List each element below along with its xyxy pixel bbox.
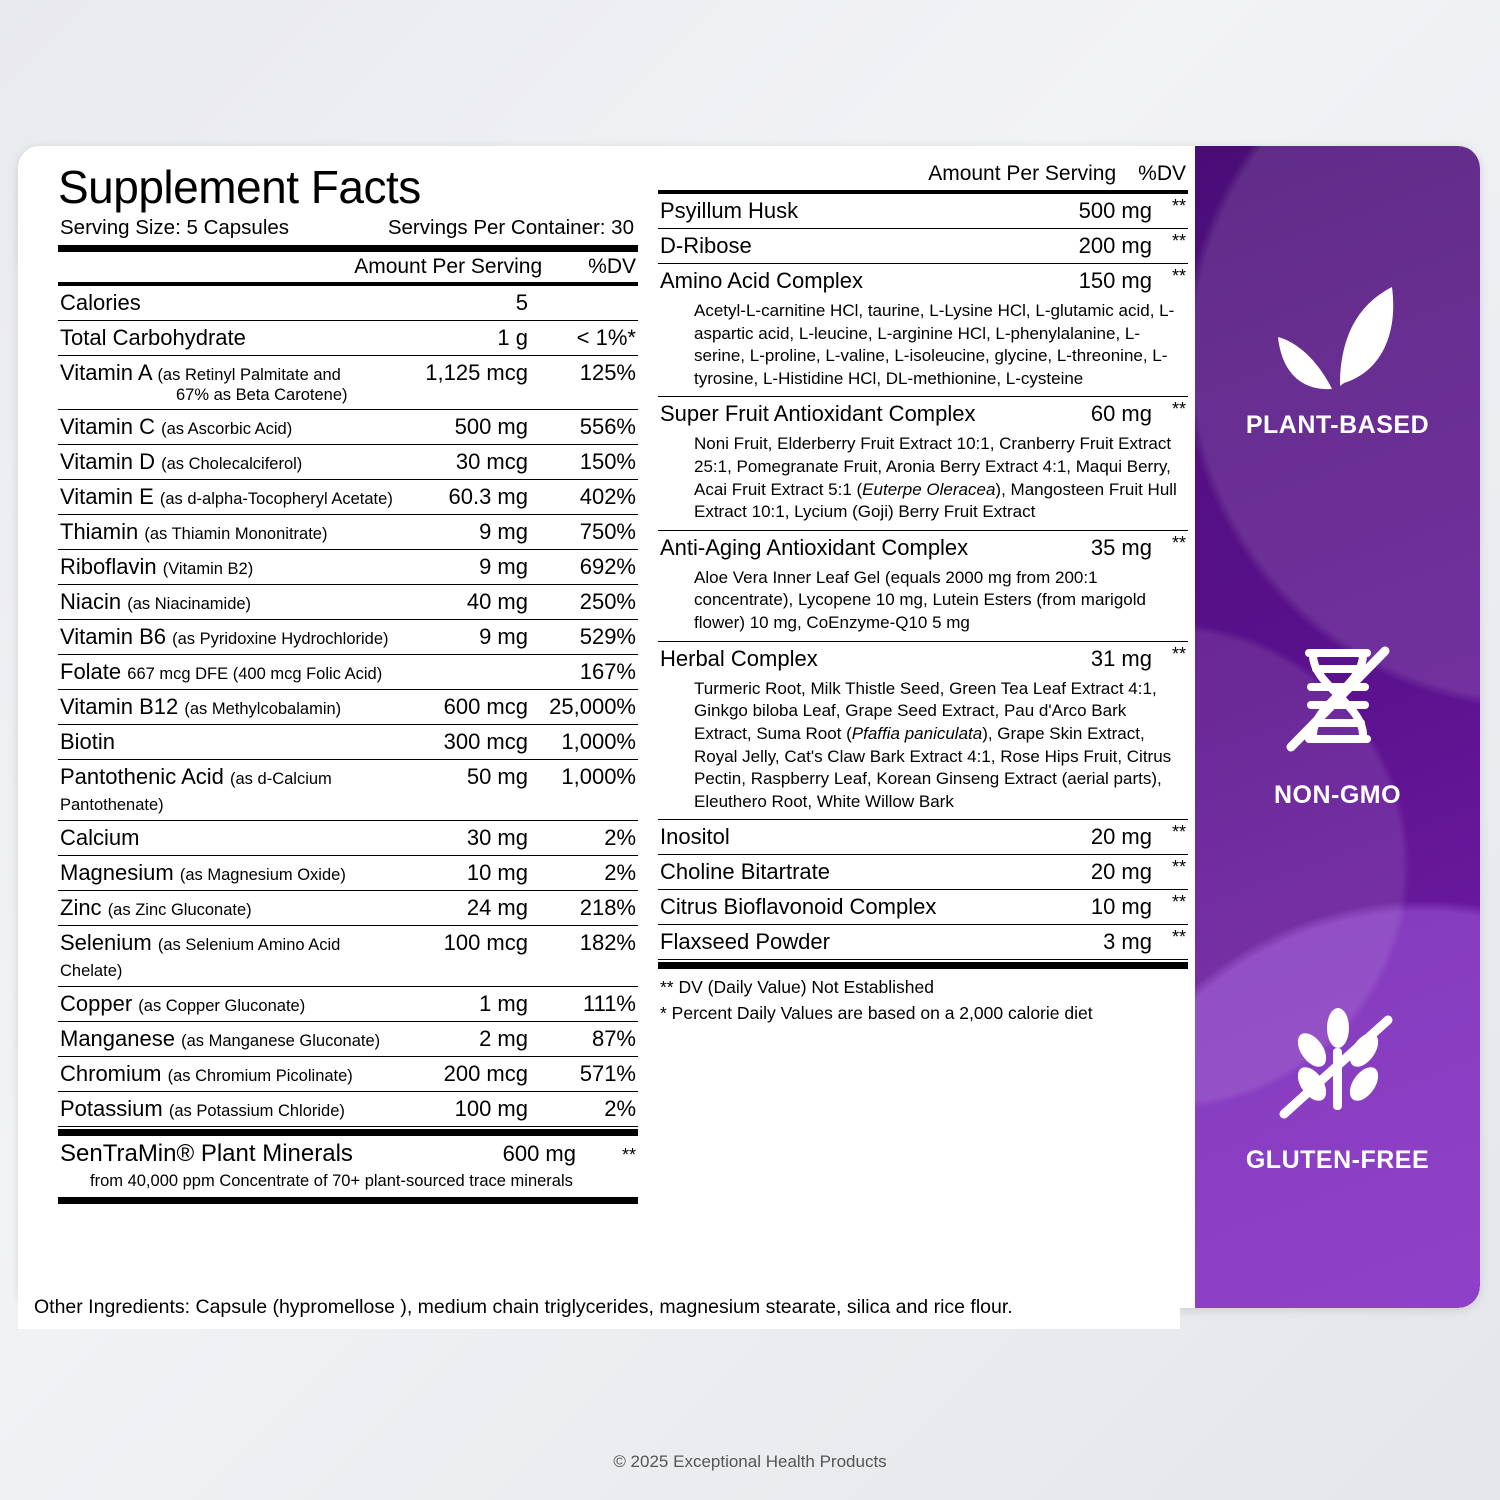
table-row xyxy=(58,356,638,390)
table-row xyxy=(58,480,638,514)
table-row xyxy=(658,229,1188,263)
nutrient-dv: 218% xyxy=(579,895,636,920)
nutrient-name: Calories xyxy=(60,290,141,315)
nutrient-amount: 200 mcg xyxy=(443,1061,528,1086)
table-row xyxy=(58,585,638,619)
ingredient-name: Psyillum Husk xyxy=(660,198,799,223)
ingredient-name: Inositol xyxy=(660,824,730,850)
table-row xyxy=(658,820,1188,854)
nutrient-name: Vitamin B12 (as Methylcobalamin) xyxy=(60,694,342,719)
sentramin-amount: 600 mg xyxy=(502,1141,576,1166)
nutrient-amount: 40 mg xyxy=(466,589,528,614)
divider-thick xyxy=(58,245,638,252)
badge-label-gluten-free: GLUTEN-FREE xyxy=(1245,1146,1430,1174)
nutrient-dv: 571% xyxy=(579,1061,636,1086)
nutrient-dv: 2% xyxy=(604,825,636,850)
serving-size: Serving Size: 5 Capsules xyxy=(60,216,290,239)
nutrient-name: Calcium xyxy=(60,825,140,850)
divider-thick-2 xyxy=(58,1129,638,1136)
page-title: Supplement Facts xyxy=(58,161,421,213)
nutrient-amount: 9 mg xyxy=(479,554,528,579)
nutrient-name: Chromium (as Chromium Picolinate) xyxy=(60,1061,353,1086)
ingredient-name: Flaxseed Powder xyxy=(660,929,830,955)
ingredient-amount: 35 mg xyxy=(1090,534,1152,560)
sentramin-sub: from 40,000 ppm Concentrate of 70+ plant-sourced trace minerals xyxy=(90,1172,573,1190)
nutrient-amount: 30 mcg xyxy=(455,449,528,474)
nutrient-rows xyxy=(58,286,638,1127)
table-row xyxy=(58,445,638,479)
nutrient-dv: 556% xyxy=(579,414,636,439)
nutrient-amount: 24 mg xyxy=(466,895,528,920)
ingredient-amount: 150 mg xyxy=(1078,268,1152,293)
ingredient-name: Citrus Bioflavonoid Complex xyxy=(660,894,937,920)
ingredient-name: D-Ribose xyxy=(660,233,752,258)
nutrient-amount: 1 g xyxy=(497,325,528,350)
nutrient-amount: 100 mcg xyxy=(443,930,528,955)
ingredient-dv-star: ** xyxy=(1171,231,1186,251)
table-row xyxy=(58,410,638,444)
table-row xyxy=(58,725,638,759)
ingredient-amount: 200 mg xyxy=(1078,233,1152,258)
amount-per-serving-header-right xyxy=(658,160,1188,190)
left-column xyxy=(58,160,638,1204)
nutrient-amount: 100 mg xyxy=(454,1096,528,1121)
nutrient-name: Vitamin E (as d-alpha-Tocopheryl Acetate) xyxy=(60,484,393,509)
nutrient-name: Total Carbohydrate xyxy=(60,325,246,350)
nutrient-name: Folate 667 mcg DFE (400 mcg Folic Acid) xyxy=(60,659,383,684)
footnote-percent: * Percent Daily Values are based on a 2,000 calorie diet xyxy=(660,1002,1093,1023)
nutrient-name: Niacin (as Niacinamide) xyxy=(60,589,252,614)
serving-info xyxy=(58,216,638,243)
table-row xyxy=(58,655,638,689)
ingredient-amount: 31 mg xyxy=(1090,645,1152,671)
ingredient-amount: 20 mg xyxy=(1090,824,1152,850)
badge-gluten-free xyxy=(1195,1001,1480,1175)
dna-crossed-icon xyxy=(1195,636,1480,771)
wheat-crossed-icon xyxy=(1195,1001,1480,1136)
sentramin-name: SenTraMin® Plant Minerals xyxy=(60,1140,353,1167)
ingredient-name: Anti-Aging Antioxidant Complex xyxy=(660,534,969,560)
divider-thick-3 xyxy=(58,1197,638,1204)
ingredient-rows xyxy=(658,194,1188,960)
facts-area xyxy=(18,146,1195,1308)
nutrient-dv: 2% xyxy=(604,860,636,885)
ingredient-amount: 20 mg xyxy=(1090,859,1152,885)
supplement-facts-panel xyxy=(18,146,1480,1308)
ingredient-amount: 10 mg xyxy=(1090,894,1152,920)
ingredient-dv-star: ** xyxy=(1171,532,1186,553)
nutrient-name: Vitamin D (as Cholecalciferol) xyxy=(60,449,303,474)
nutrient-name: Selenium (as Selenium Amino Acid Chelate) xyxy=(60,930,341,980)
table-row xyxy=(658,194,1188,228)
badge-label-plant-based: PLANT-BASED xyxy=(1245,411,1430,439)
nutrient-amount: 9 mg xyxy=(479,624,528,649)
table-row xyxy=(658,890,1188,924)
table-row xyxy=(58,690,638,724)
nutrient-dv: 182% xyxy=(579,930,636,955)
nutrient-subtext: 67% as Beta Carotene) xyxy=(176,386,348,404)
table-row-sentramin xyxy=(58,1136,638,1172)
ingredient-dv-star: ** xyxy=(1171,399,1186,420)
table-row xyxy=(58,987,638,1021)
ingredient-name: Choline Bitartrate xyxy=(660,859,830,885)
nutrient-dv: 125% xyxy=(579,360,636,385)
nutrient-name: Riboflavin (Vitamin B2) xyxy=(60,554,254,579)
ingredient-name: Super Fruit Antioxidant Complex xyxy=(660,401,976,427)
row-divider xyxy=(658,959,1188,960)
table-row xyxy=(658,531,1188,565)
ingredient-name: Amino Acid Complex xyxy=(660,268,863,293)
nutrient-dv: 150% xyxy=(579,449,636,474)
table-row xyxy=(658,397,1188,431)
footnote-dv: ** DV (Daily Value) Not Established xyxy=(660,977,934,998)
table-row xyxy=(658,642,1188,676)
right-column xyxy=(658,160,1188,1026)
ingredient-dv-star: ** xyxy=(1171,643,1186,664)
table-row xyxy=(658,855,1188,889)
table-row xyxy=(58,550,638,584)
ingredient-dv-star: ** xyxy=(1171,196,1186,216)
nutrient-amount: 1 mg xyxy=(479,991,528,1016)
nutrient-dv: 692% xyxy=(579,554,636,579)
nutrient-dv: 2% xyxy=(604,1096,636,1121)
badge-label-non-gmo: NON-GMO xyxy=(1273,781,1402,809)
nutrient-amount: 9 mg xyxy=(479,519,528,544)
nutrient-dv: 1,000% xyxy=(561,764,636,789)
ingredient-description: Turmeric Root, Milk Thistle Seed, Green Tea Leaf Extract 4:1, Ginkgo biloba Leaf, Grape Seed Extract, Pau d'Arco Bark Extract, Suma Root (Pfaffia paniculata), Grape Skin Extract, Royal Jelly, Cat's Claw Bark Extract 4:1, Rose Hips Fruit, Citrus Pectin, Raspberry Leaf, Korean Ginseng Extract (aerial parts), Eleuthero Root, White Willow Bark xyxy=(694,678,1172,811)
copyright-text: © 2025 Exceptional Health Products xyxy=(613,1452,887,1471)
other-ingredients: Other Ingredients: Capsule (hypromellose ), medium chain triglycerides, magnesium stearate, silica and rice flour. xyxy=(18,1285,1180,1329)
sentramin-star: ** xyxy=(621,1145,636,1165)
dv-label: %DV xyxy=(588,255,636,278)
ingredient-dv-star: ** xyxy=(1171,857,1186,878)
nutrient-name: Magnesium (as Magnesium Oxide) xyxy=(60,860,346,885)
nutrient-name: Pantothenic Acid (as d-Calcium Pantothenate) xyxy=(60,764,332,814)
nutrient-name: Vitamin A (as Retinyl Palmitate and xyxy=(60,360,341,385)
nutrient-name: Biotin xyxy=(60,729,116,754)
ingredient-name: Herbal Complex xyxy=(660,645,818,671)
divider-thick-right xyxy=(658,962,1188,969)
ingredient-dv-star: ** xyxy=(1171,822,1186,843)
nutrient-dv: 750% xyxy=(579,519,636,544)
amount-per-serving-header xyxy=(58,252,638,282)
ingredient-dv-star: ** xyxy=(1171,266,1186,286)
nutrient-amount: 600 mcg xyxy=(443,694,528,719)
row-divider xyxy=(58,1126,638,1127)
badge-non-gmo xyxy=(1195,636,1480,810)
nutrient-dv: 87% xyxy=(591,1026,636,1051)
aps-label-right: Amount Per Serving xyxy=(928,162,1117,185)
nutrient-amount: 50 mg xyxy=(466,764,528,789)
nutrient-amount: 5 xyxy=(515,290,528,315)
table-row xyxy=(58,321,638,355)
table-row xyxy=(58,891,638,925)
ingredient-amount: 3 mg xyxy=(1103,929,1152,955)
nutrient-amount: 300 mcg xyxy=(443,729,528,754)
nutrient-amount: 1,125 mcg xyxy=(425,360,528,385)
nutrient-dv: 250% xyxy=(579,589,636,614)
ingredient-description: Noni Fruit, Elderberry Fruit Extract 10:1, Cranberry Fruit Extract 25:1, Pomegranate Fruit, Aronia Berry Extract 4:1, Maqui Berry, Acai Fruit Extract 5:1 (Euterpe Oleracea), Mangosteen Fruit Hull Extract 10:1, Lycium (Goji) Berry Fruit Extract xyxy=(694,434,1177,522)
nutrient-dv: 1,000% xyxy=(561,729,636,754)
table-row xyxy=(58,760,638,820)
nutrient-amount: 60.3 mg xyxy=(448,484,528,509)
ingredient-amount: 500 mg xyxy=(1078,198,1152,223)
ingredient-dv-star: ** xyxy=(1171,892,1186,913)
nutrient-amount: 500 mg xyxy=(454,414,528,439)
badge-sidebar xyxy=(1195,146,1480,1308)
table-row xyxy=(658,264,1188,298)
table-row xyxy=(58,1057,638,1091)
nutrient-amount: 10 mg xyxy=(466,860,528,885)
table-row xyxy=(658,925,1188,959)
servings-per-container: Servings Per Container: 30 xyxy=(387,216,634,239)
nutrient-name: Manganese (as Manganese Gluconate) xyxy=(60,1026,381,1051)
nutrient-dv: 25,000% xyxy=(549,694,636,719)
nutrient-amount: 30 mg xyxy=(466,825,528,850)
table-row xyxy=(58,1092,638,1126)
nutrient-name: Zinc (as Zinc Gluconate) xyxy=(60,895,252,920)
nutrient-name: Thiamin (as Thiamin Mononitrate) xyxy=(60,519,328,544)
nutrient-dv: 402% xyxy=(579,484,636,509)
aps-label: Amount Per Serving xyxy=(354,255,543,278)
table-row xyxy=(58,856,638,890)
nutrient-name: Potassium (as Potassium Chloride) xyxy=(60,1096,345,1121)
table-row xyxy=(58,821,638,855)
nutrient-dv: 529% xyxy=(579,624,636,649)
nutrient-name: Vitamin B6 (as Pyridoxine Hydrochloride) xyxy=(60,624,389,649)
leaf-icon xyxy=(1195,266,1480,401)
ingredient-description: Aloe Vera Inner Leaf Gel (equals 2000 mg from 200:1 concentrate), Lycopene 10 mg, Lutein Esters (from marigold flower) 10 mg, CoEnzyme-Q10 5 mg xyxy=(694,567,1146,633)
nutrient-dv: 111% xyxy=(582,991,636,1016)
ingredient-dv-star: ** xyxy=(1171,927,1186,948)
nutrient-dv: 167% xyxy=(579,659,636,684)
nutrient-name: Vitamin C (as Ascorbic Acid) xyxy=(60,414,293,439)
table-row xyxy=(58,286,638,320)
ingredient-amount: 60 mg xyxy=(1090,401,1152,427)
dv-label-right: %DV xyxy=(1138,162,1186,185)
nutrient-name: Copper (as Copper Gluconate) xyxy=(60,991,306,1016)
table-row xyxy=(58,620,638,654)
nutrient-dv: < 1%* xyxy=(576,325,636,350)
ingredient-description: Acetyl-L-carnitine HCl, taurine, L-Lysine HCl, L-glutamic acid, L-aspartic acid, L-leucine, L-arginine HCl, L-phenylalanine, L-serine, L-proline, L-valine, L-isoleucine, glycine, L-threonine, L-tyrosine, L-Histidine HCl, DL-methionine, L-cysteine xyxy=(694,301,1175,388)
table-row xyxy=(58,926,638,986)
table-row xyxy=(58,1022,638,1056)
badge-plant-based xyxy=(1195,266,1480,440)
nutrient-amount: 2 mg xyxy=(479,1026,528,1051)
table-row xyxy=(58,515,638,549)
